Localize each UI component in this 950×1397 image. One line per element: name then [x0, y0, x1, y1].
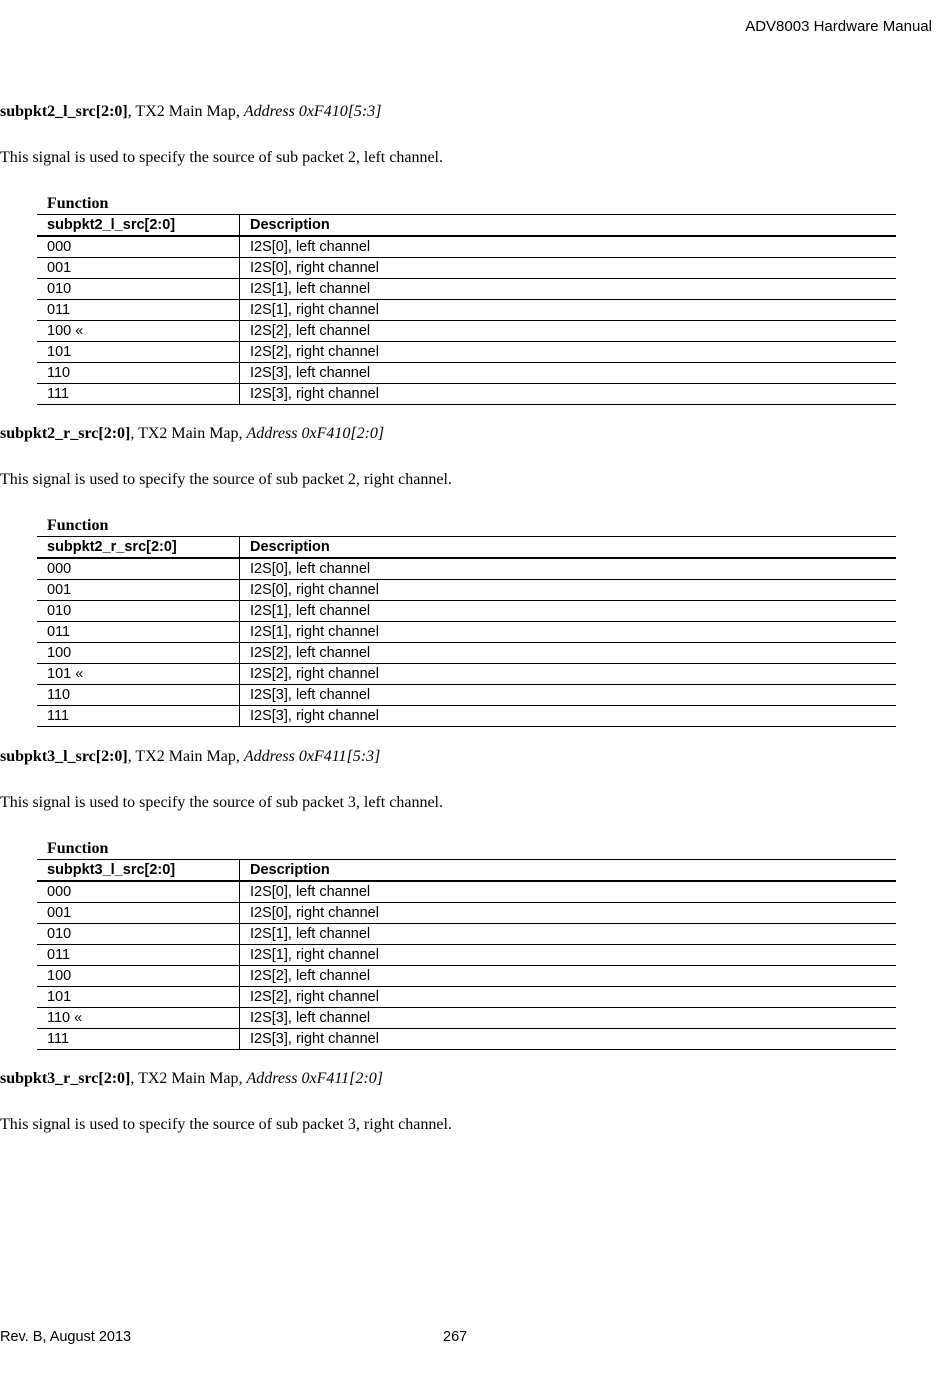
table-row: [37, 664, 896, 685]
function-title: Function: [47, 840, 109, 857]
value-cell: 001: [37, 903, 240, 924]
table-row: [37, 903, 896, 924]
value-cell: 111: [37, 1029, 240, 1050]
value-cell: 011: [37, 622, 240, 643]
register-section: [0, 1069, 950, 1135]
table-row: [37, 279, 896, 300]
value-cell: 111: [37, 384, 240, 405]
value-cell: 000: [37, 881, 240, 903]
function-table: [37, 536, 896, 727]
value-cell: 001: [37, 580, 240, 601]
table-row: [37, 236, 896, 258]
description-cell: I2S[1], left channel: [240, 924, 897, 945]
value-cell: 110: [37, 363, 240, 384]
signal-address: Address 0xF411[5:3]: [243, 748, 381, 765]
description-cell: I2S[3], right channel: [240, 1029, 897, 1050]
value-cell: 101 «: [37, 664, 240, 685]
signal-heading: [0, 747, 950, 767]
table-row: [37, 300, 896, 321]
table-row: [37, 966, 896, 987]
signal-address: Address 0xF411[2:0]: [246, 1070, 383, 1087]
table-header-row: [37, 537, 896, 559]
register-section: [0, 747, 950, 1050]
table-header-row: [37, 215, 896, 237]
table-row: [37, 924, 896, 945]
description-cell: I2S[2], left channel: [240, 643, 897, 664]
value-cell: 110 «: [37, 1008, 240, 1029]
signal-heading: [0, 424, 950, 444]
signal-name: subpkt3_l_src[2:0]: [0, 748, 128, 765]
signal-description: This signal is used to specify the source of sub packet 3, right channel.: [0, 1116, 452, 1133]
value-cell: 001: [37, 258, 240, 279]
function-title: Function: [47, 517, 109, 534]
description-cell: I2S[3], left channel: [240, 1008, 897, 1029]
description-cell: I2S[0], right channel: [240, 580, 897, 601]
function-title: Function: [47, 195, 109, 212]
table-row: [37, 601, 896, 622]
signal-heading: [0, 1069, 950, 1089]
column-header-description: Description: [240, 215, 897, 237]
signal-name: subpkt2_r_src[2:0]: [0, 425, 131, 442]
table-row: [37, 342, 896, 363]
function-table: [37, 859, 896, 1050]
value-cell: 111: [37, 706, 240, 727]
value-cell: 101: [37, 342, 240, 363]
register-section: [0, 102, 950, 405]
signal-name: subpkt3_r_src[2:0]: [0, 1070, 131, 1087]
value-cell: 100: [37, 643, 240, 664]
description-cell: I2S[2], right channel: [240, 664, 897, 685]
description-cell: I2S[3], right channel: [240, 706, 897, 727]
function-table: [37, 214, 896, 405]
table-row: [37, 1008, 896, 1029]
register-section: [0, 424, 950, 727]
value-cell: 101: [37, 987, 240, 1008]
signal-map: , TX2 Main Map,: [127, 103, 244, 120]
table-row: [37, 321, 896, 342]
signal-description: This signal is used to specify the source of sub packet 3, left channel.: [0, 794, 443, 811]
table-row: [37, 558, 896, 580]
description-cell: I2S[1], right channel: [240, 622, 897, 643]
description-cell: I2S[0], right channel: [240, 258, 897, 279]
value-cell: 000: [37, 236, 240, 258]
value-cell: 010: [37, 601, 240, 622]
signal-map: , TX2 Main Map,: [130, 1070, 247, 1087]
column-header-value: subpkt2_r_src[2:0]: [37, 537, 240, 559]
table-row: [37, 685, 896, 706]
description-cell: I2S[0], left channel: [240, 558, 897, 580]
column-header-description: Description: [240, 860, 897, 882]
value-cell: 011: [37, 945, 240, 966]
description-cell: I2S[2], left channel: [240, 321, 897, 342]
description-cell: I2S[2], right channel: [240, 342, 897, 363]
description-cell: I2S[0], left channel: [240, 236, 897, 258]
description-cell: I2S[3], left channel: [240, 363, 897, 384]
table-row: [37, 881, 896, 903]
table-row: [37, 580, 896, 601]
table-row: [37, 945, 896, 966]
column-header-description: Description: [240, 537, 897, 559]
signal-description: This signal is used to specify the source of sub packet 2, left channel.: [0, 149, 443, 166]
footer-revision: Rev. B, August 2013: [0, 1329, 132, 1345]
table-header-row: [37, 860, 896, 882]
table-row: [37, 363, 896, 384]
table-row: [37, 384, 896, 405]
value-cell: 100: [37, 966, 240, 987]
value-cell: 000: [37, 558, 240, 580]
page-header-title: ADV8003 Hardware Manual: [745, 18, 932, 35]
description-cell: I2S[0], left channel: [240, 881, 897, 903]
signal-map: , TX2 Main Map,: [127, 748, 244, 765]
signal-heading: [0, 102, 950, 122]
description-cell: I2S[2], left channel: [240, 966, 897, 987]
value-cell: 110: [37, 685, 240, 706]
value-cell: 010: [37, 279, 240, 300]
signal-map: , TX2 Main Map,: [130, 425, 247, 442]
table-row: [37, 1029, 896, 1050]
table-row: [37, 987, 896, 1008]
table-row: [37, 622, 896, 643]
table-row: [37, 258, 896, 279]
description-cell: I2S[3], left channel: [240, 685, 897, 706]
description-cell: I2S[3], right channel: [240, 384, 897, 405]
value-cell: 010: [37, 924, 240, 945]
table-row: [37, 643, 896, 664]
description-cell: I2S[1], left channel: [240, 601, 897, 622]
signal-address: Address 0xF410[2:0]: [246, 425, 385, 442]
column-header-value: subpkt2_l_src[2:0]: [37, 215, 240, 237]
description-cell: I2S[0], right channel: [240, 903, 897, 924]
signal-description: This signal is used to specify the source of sub packet 2, right channel.: [0, 471, 452, 488]
description-cell: I2S[2], right channel: [240, 987, 897, 1008]
signal-address: Address 0xF410[5:3]: [243, 103, 382, 120]
footer-page-number: 267: [443, 1329, 468, 1345]
column-header-value: subpkt3_l_src[2:0]: [37, 860, 240, 882]
description-cell: I2S[1], right channel: [240, 945, 897, 966]
signal-name: subpkt2_l_src[2:0]: [0, 103, 128, 120]
value-cell: 011: [37, 300, 240, 321]
value-cell: 100 «: [37, 321, 240, 342]
table-row: [37, 706, 896, 727]
description-cell: I2S[1], left channel: [240, 279, 897, 300]
description-cell: I2S[1], right channel: [240, 300, 897, 321]
